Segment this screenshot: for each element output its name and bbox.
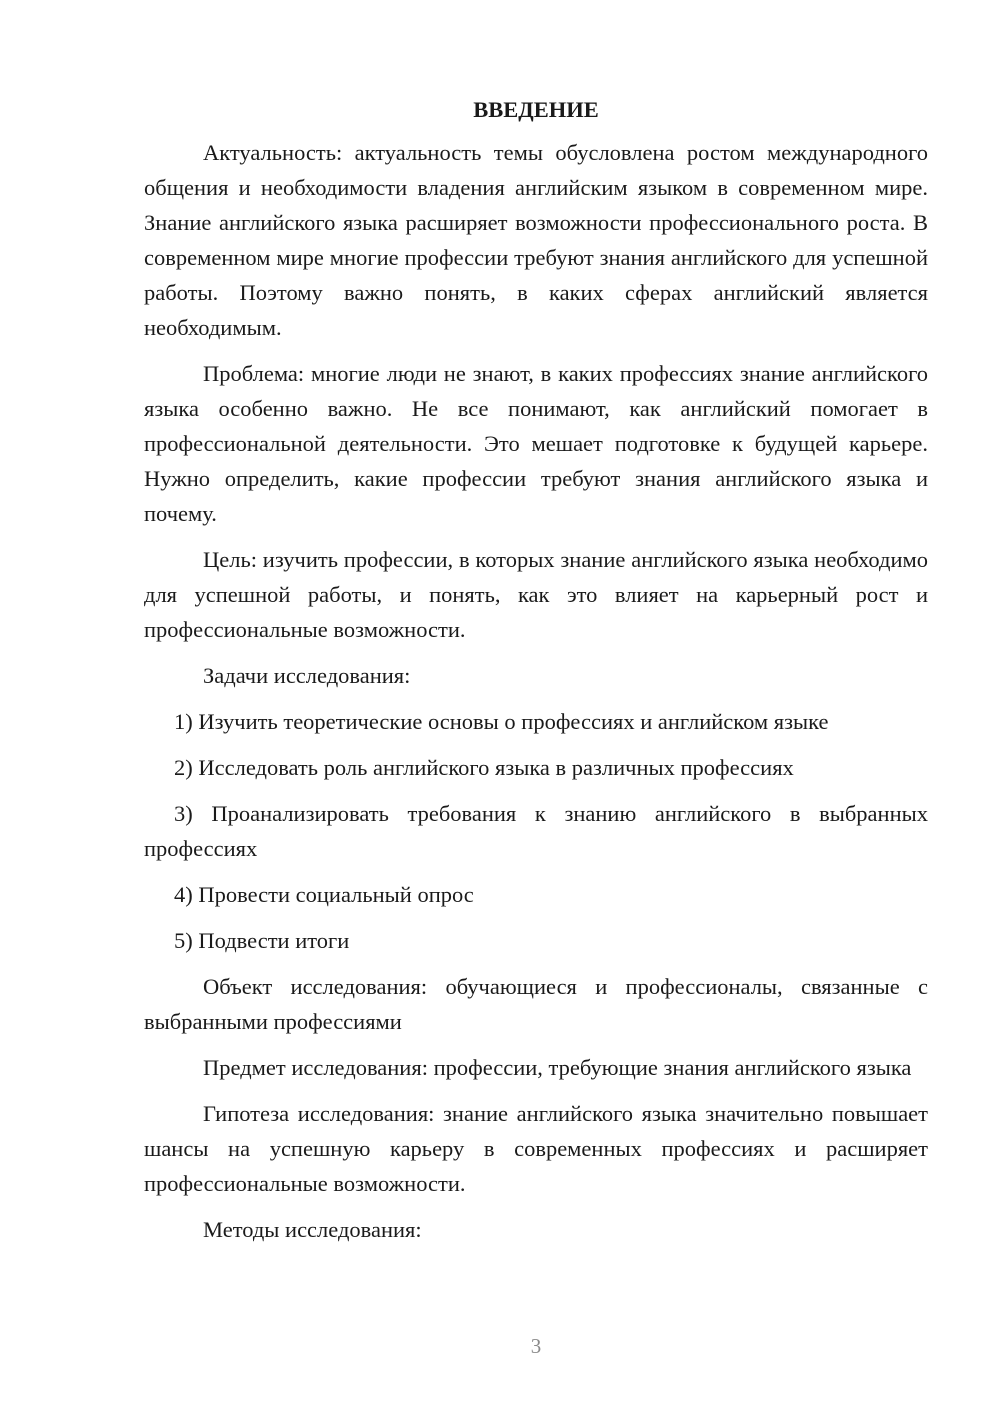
paragraph-methods-label: Методы исследования: xyxy=(203,1217,422,1242)
section-heading: ВВЕДЕНИЕ xyxy=(473,97,599,122)
paragraph-object: Объект исследования: обучающиеся и профессионалы, связанные с выбранными профессиями xyxy=(144,974,928,1034)
list-item: 1) Изучить теоретические основы о профессиях и английском языке xyxy=(174,709,829,734)
list-item: 5) Подвести итоги xyxy=(174,928,350,953)
paragraph-goal: Цель: изучить профессии, в которых знание английского языка необходимо для успешной работы, и понять, как это влияет на карьерный рост и профессиональные возможности. xyxy=(144,547,928,642)
page-number: 3 xyxy=(530,1334,542,1358)
list-item: 4) Провести социальный опрос xyxy=(174,882,474,907)
list-item: 2) Исследовать роль английского языка в различных профессиях xyxy=(174,755,794,780)
task-list xyxy=(144,704,928,958)
paragraph-problem: Проблема: многие люди не знают, в каких профессиях знание английского языка особенно важно. Не все понимают, как английский помогает в профессиональной деятельности. Это мешает подготовке к будущей карьере. Нужно определить, какие профессии требуют знания английского языка и почему. xyxy=(144,361,928,526)
paragraph-tasks-label: Задачи исследования: xyxy=(203,663,411,688)
page-content xyxy=(144,92,928,1258)
paragraph-subject: Предмет исследования: профессии, требующие знания английского языка xyxy=(203,1055,912,1080)
list-item: 3) Проанализировать требования к знанию английского в выбранных профессиях xyxy=(144,801,928,861)
paragraph-relevance: Актуальность: актуальность темы обусловлена ростом международного общения и необходимости владения английским языком в современном мире. Знание английского языка расширяет возможности профессионального роста. В современном мире многие профессии требуют знания английского для успешной работы. Поэтому важно понять, в каких сферах английский является необходимым. xyxy=(144,140,928,340)
paragraph-hypothesis: Гипотеза исследования: знание английского языка значительно повышает шансы на успешную карьеру в современных профессиях и расширяет профессиональные возможности. xyxy=(144,1101,928,1196)
